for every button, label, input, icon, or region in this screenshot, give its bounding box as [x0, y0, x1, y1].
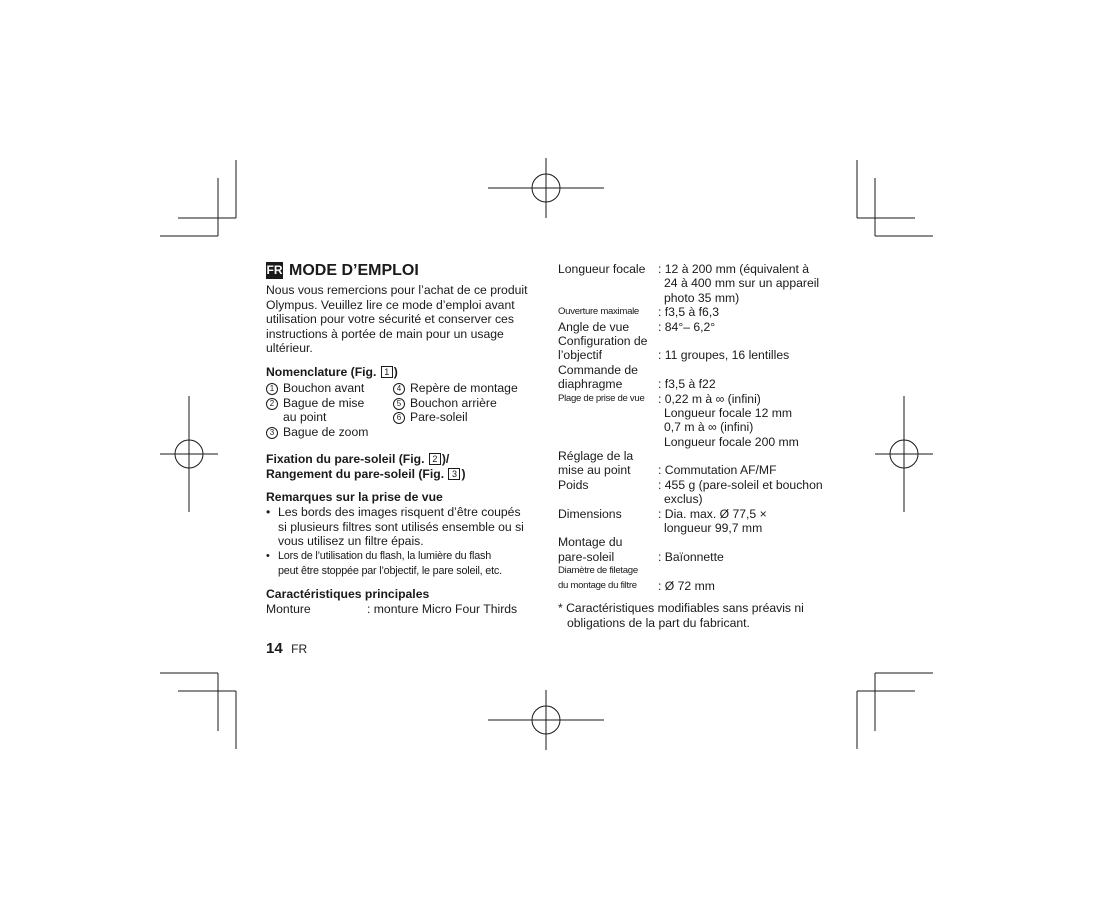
caracteristiques-heading: Caractéristiques principales [266, 587, 430, 601]
remarques-bullet-1: • Les bords des images risquent d’être coupés si plusieurs filtres sont utilisés ensemble ou si vous utilisez un filtre épais. [266, 505, 524, 549]
spec-row [558, 521, 848, 535]
intro-line: instructions à portée de main pour un usage [266, 326, 504, 341]
spec-label: Angle de vue [558, 319, 630, 334]
spec-row [558, 435, 848, 449]
spec-value: Longueur focale 12 mm [664, 405, 793, 420]
spec-label: Poids [558, 477, 589, 492]
spec-value: : f3,5 à f6,3 [658, 305, 719, 320]
spec-row [558, 550, 848, 564]
spec-row [558, 348, 848, 362]
spec-value: : Baïonnette [658, 549, 724, 564]
list-item: 3 Bague de zoom [266, 425, 368, 440]
spec-value: : f3,5 à f22 [658, 377, 716, 392]
figure-number: 2 [429, 453, 441, 465]
spec-row [558, 579, 848, 593]
spec-label: mise au point [558, 463, 631, 478]
spec-value: : 455 g (pare-soleil et bouchon [658, 477, 823, 492]
page-footer [266, 640, 307, 658]
spec-row [558, 507, 848, 521]
page-language: FR [291, 642, 308, 656]
spec-row [558, 406, 848, 420]
intro-line: utilisation pour votre sécurité et conserver ces [266, 312, 514, 327]
spec-row [558, 363, 848, 377]
spec-label: Montage du [558, 535, 623, 550]
item-number: 5 [393, 398, 405, 410]
figure-number: 3 [448, 468, 460, 480]
spec-row [558, 564, 848, 578]
spec-label: du montage du filtre [558, 579, 637, 591]
footnote: * Caractéristiques modifiables sans préavis ni obligations de la part du fabricant. [558, 601, 804, 630]
spec-row [558, 478, 848, 492]
spec-row [558, 392, 848, 406]
specs-table [558, 262, 848, 593]
spec-value: longueur 99,7 mm [664, 521, 763, 536]
spec-value: : Dia. max. Ø 77,5 × [658, 506, 767, 521]
item-number: 2 [266, 398, 278, 410]
spec-value: : 12 à 200 mm (équivalent à [658, 262, 810, 276]
spec-label: diaphragme [558, 377, 623, 392]
spec-row [558, 262, 848, 276]
spec-value: : 0,22 m à ∞ (infini) [658, 391, 761, 406]
spec-value: photo 35 mm) [664, 290, 740, 305]
spec-label: pare-soleil [558, 549, 615, 564]
spec-row [558, 320, 848, 334]
spec-row [558, 420, 848, 434]
item-number: 6 [393, 412, 405, 424]
spec-row [558, 276, 848, 290]
spec-value: exclus) [664, 492, 703, 507]
list-item: 6 Pare-soleil [393, 410, 518, 425]
spec-row [558, 291, 848, 305]
spec-value: : 84°– 6,2° [658, 319, 716, 334]
nomenclature-heading: Nomenclature (Fig. 1 ) [266, 365, 398, 379]
spec-value: : Commutation AF/MF [658, 463, 777, 478]
spec-row [558, 535, 848, 549]
language-badge: FR [266, 263, 283, 277]
spec-row [558, 305, 848, 319]
bullet-icon: • [266, 505, 271, 519]
spec-label: Dimensions [558, 506, 622, 521]
list-item: 1 Bouchon avant [266, 381, 368, 396]
spec-label: Plage de prise de vue [558, 392, 645, 404]
nomenclature-list-right [393, 381, 518, 425]
intro-line: Olympus. Veuillez lire ce mode d’emploi avant [266, 297, 515, 312]
spec-label: Ouverture maximale [558, 306, 639, 318]
intro-line: Nous vous remercions pour l’achat de ce produit [266, 283, 528, 297]
fixation-heading: Fixation du pare-soleil (Fig. 2 )/ Rangement du pare-soleil (Fig. 3 ) [266, 452, 466, 481]
spec-label: Longueur focale [558, 262, 646, 276]
bullet-icon: • [266, 550, 270, 562]
list-item: 4 Repère de montage [393, 381, 518, 396]
intro-paragraph [266, 283, 528, 356]
intro-line: ultérieur. [266, 341, 313, 356]
spec-value: Longueur focale 200 mm [664, 434, 799, 449]
spec-label: Commande de [558, 362, 638, 377]
monture-label: Monture [266, 602, 311, 616]
spec-label: l’objectif [558, 348, 603, 363]
spec-row [558, 449, 848, 463]
spec-row [558, 492, 848, 506]
list-item: 2 Bague de mise [266, 396, 368, 411]
spec-label: Réglage de la [558, 449, 634, 464]
list-item: 5 Bouchon arrière [393, 396, 518, 411]
item-number: 4 [393, 383, 405, 395]
spec-row [558, 377, 848, 391]
page-number: 14 [266, 640, 283, 657]
spec-value: : 11 groupes, 16 lentilles [658, 348, 790, 363]
spec-row [558, 334, 848, 348]
monture-value: : monture Micro Four Thirds [367, 602, 518, 616]
spec-label: Diamètre de filetage [558, 565, 638, 577]
item-number: 1 [266, 383, 278, 395]
remarques-heading: Remarques sur la prise de vue [266, 490, 443, 504]
remarques-bullet-2: • Lors de l’utilisation du flash, la lumière du flash peut être stoppée par l’objectif, le pare soleil, etc. [266, 550, 502, 577]
spec-value: : Ø 72 mm [658, 578, 715, 593]
spec-value: 24 à 400 mm sur un appareil [664, 276, 820, 291]
list-item: au point [283, 410, 327, 425]
nomenclature-list-left [266, 381, 368, 439]
spec-value: 0,7 m à ∞ (infini) [664, 420, 754, 435]
figure-number: 1 [381, 366, 393, 378]
spec-label: Configuration de [558, 333, 648, 348]
spec-row [558, 463, 848, 477]
title-text: MODE D’EMPLOI [289, 262, 419, 279]
item-number: 3 [266, 427, 278, 439]
page-title [266, 262, 419, 280]
